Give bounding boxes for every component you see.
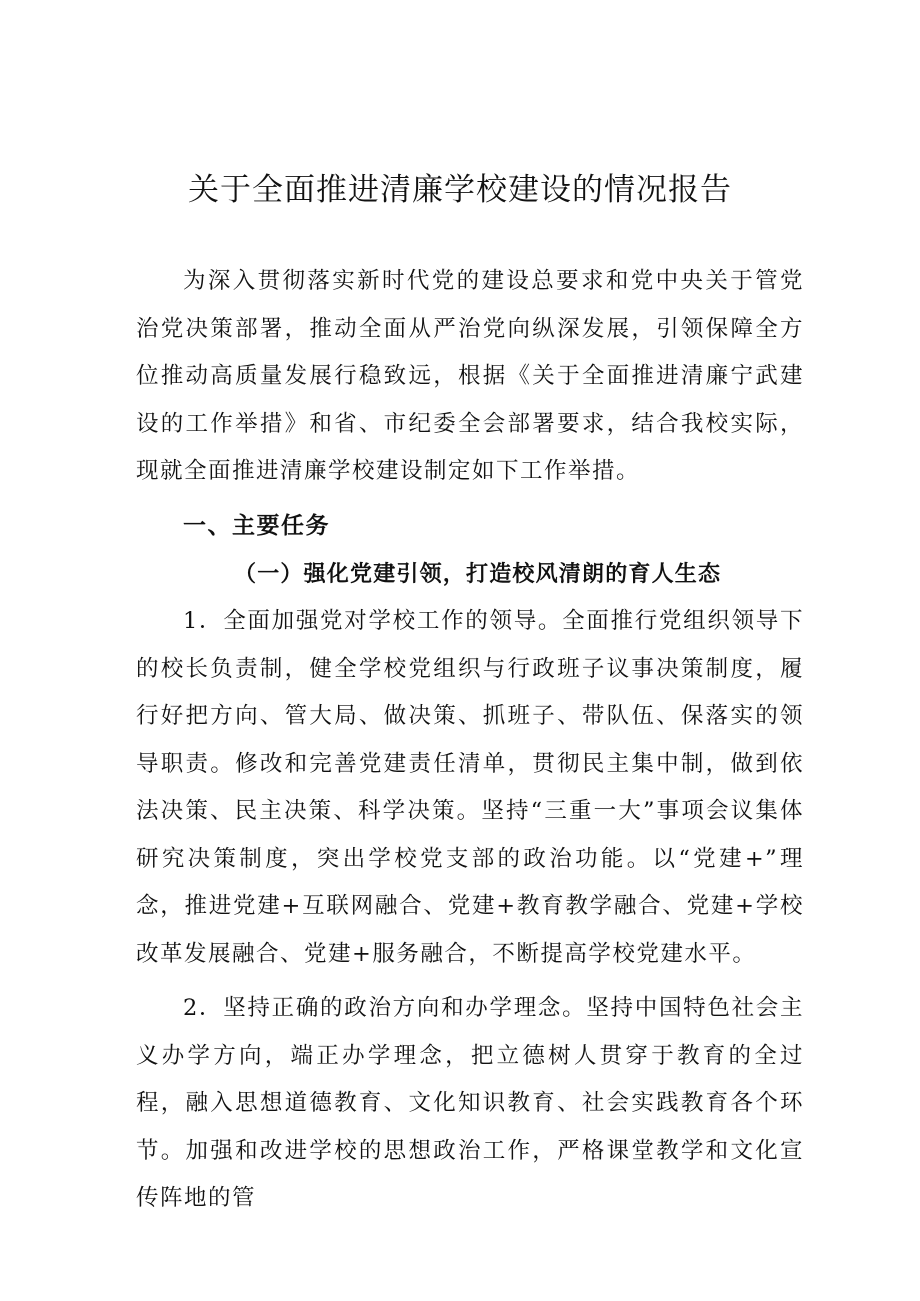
paragraph-item-2: 2．坚持正确的政治方向和办学理念。坚持中国特色社会主义办学方向，端正办学理念，把立德树人贯穿于教育的全过程，融入思想道德教育、文化知识教育、社会实践教育各个环节。加强和改进学校的思想政治工作，严格课堂教学和文化宣传阵地的管 [136,995,804,1211]
section-heading-main-tasks: 一、主要任务 [183,513,330,539]
document-title: 关于全面推进清廉学校建设的情况报告 [188,172,732,208]
intro-paragraph: 为深入贯彻落实新时代党的建设总要求和党中央关于管党治党决策部署，推动全面从严治党向纵深发展，引领保障全方位推动高质量发展行稳致远，根据《关于全面推进清廉宁武建设的工作举措》和省、市纪委全会部署要求，结合我校实际，现就全面推进清廉学校建设制定如下工作举措。 [136,268,804,484]
paragraph-item-1: 1．全面加强党对学校工作的领导。全面推行党组织领导下的校长负责制，健全学校党组织与行政班子议事决策制度，履行好把方向、管大局、做决策、抓班子、带队伍、保落实的领导职责。修改和完善党建责任清单，贯彻民主集中制，做到依法决策、民主决策、科学决策。坚持“三重一大”事项会议集体研究决策制度，突出学校党支部的政治功能。以“党建+”理念，推进党建+互联网融合、党建+教育教学融合、党建+学校改革发展融合、党建+服务融合，不断提高学校党建水平。 [136,608,804,967]
subsection-heading-party-building: （一）强化党建引领，打造校风清朗的育人生态 [234,561,722,587]
